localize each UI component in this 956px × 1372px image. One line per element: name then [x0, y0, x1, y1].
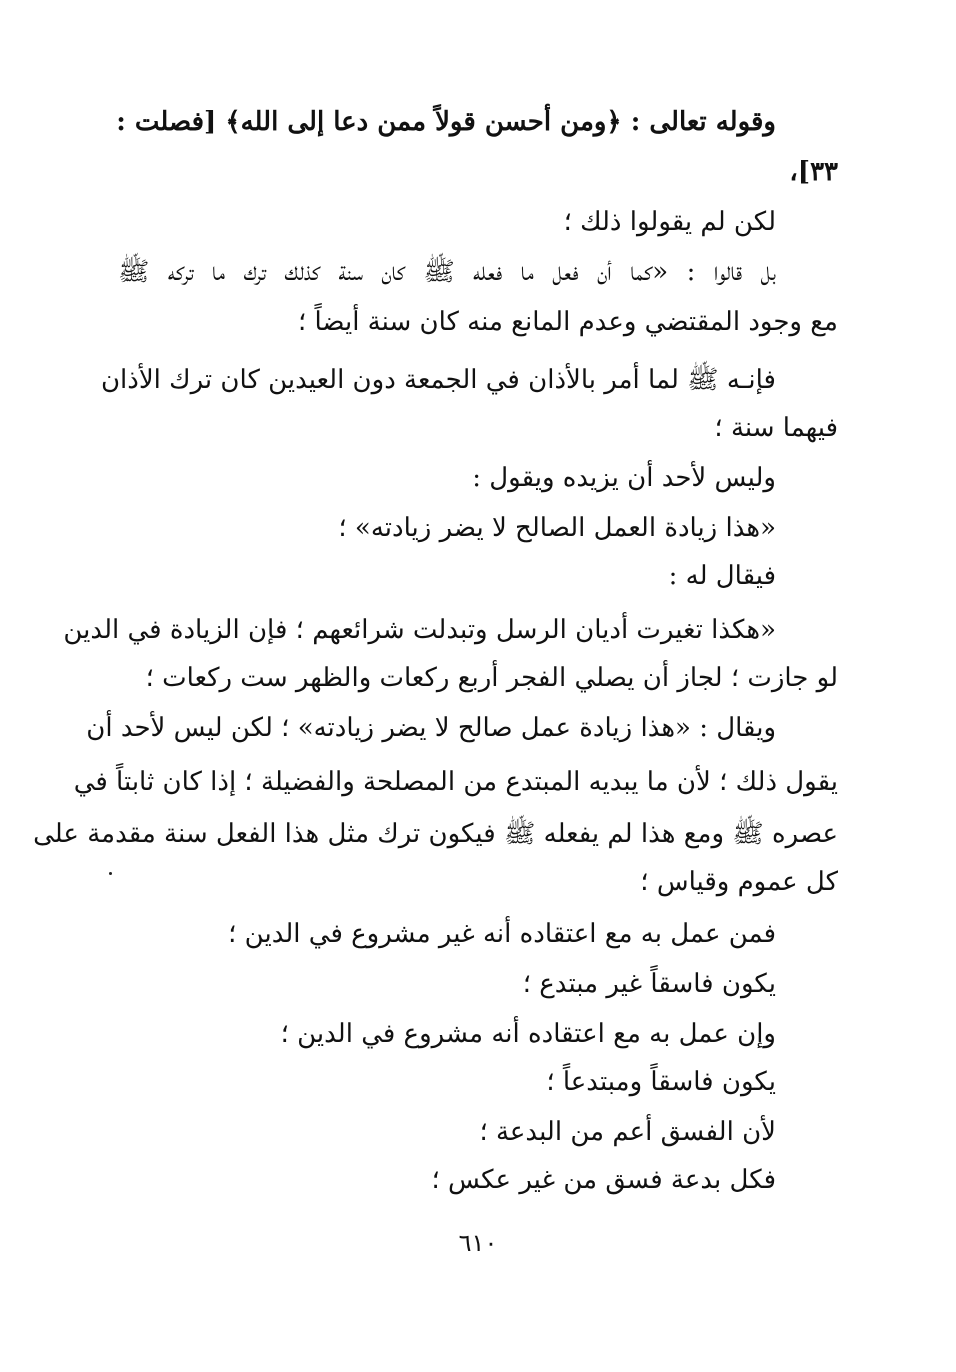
text-line-18: يكون فاسقاً غير مبتدع ؛: [522, 969, 776, 999]
text-line-5: مع وجود المقتضي وعدم المانع منه كان سنة أيضاً ؛: [297, 307, 838, 337]
text-line-6: فإنـه ﷺ لما أمر بالأذان في الجمعة دون العيدين كان ترك الأذان: [100, 365, 776, 395]
text-line-13: ويقال : «هذا زيادة عمل صالح لا يضر زيادته» ؛ لكن ليس لأحد أن: [86, 713, 776, 743]
text-line-7: فيهما سنة ؛: [714, 413, 838, 443]
text-line-3: لكن لم يقولوا ذلك ؛: [563, 207, 776, 237]
text-line-9: «هذا زيادة العمل الصالح لا يضر زيادته» ؛: [338, 513, 776, 543]
text-line-20: يكون فاسقاً ومبتدعاً ؛: [546, 1067, 776, 1097]
text-line-4: بل قالوا : «كما أن فعل ما فعله ﷺ كان سنة كذلك ترك ما تركه ﷺ: [118, 257, 776, 287]
text-line-21: لأن الفسق أعم من البدعة ؛: [479, 1117, 776, 1147]
text-line-8: وليس لأحد أن يزيده ويقول :: [472, 463, 776, 493]
text-line-17: فمن عمل به مع اعتقاده أنه غير مشروع في الدين ؛: [228, 919, 776, 949]
page-number: ٦١٠: [458, 1229, 498, 1257]
text-line-19: وإن عمل به مع اعتقاده أنه مشروع في الدين ؛: [280, 1019, 776, 1049]
text-line-14: يقول ذلك ؛ لأن ما يبديه المبتدع من المصلحة والفضيلة ؛ إذا كان ثابتاً في: [73, 767, 838, 797]
text-line-15: عصره ﷺ ومع هذا لم يفعله ﷺ فيكون ترك مثل هذا الفعل سنة مقدمة على: [33, 819, 838, 849]
text-line-11: «هكذا تغيرت أديان الرسل وتبدلت شرائعهم ؛ فإن الزيادة في الدين: [63, 615, 776, 645]
ink-speck: [109, 872, 112, 875]
text-line-16: كل عموم وقياس ؛: [640, 867, 838, 897]
text-line-2: ٣٣]،: [789, 157, 838, 187]
text-line-10: فيقال له :: [668, 561, 776, 591]
text-line-1: وقوله تعالى : ﴿ومن أحسن قولاً ممن دعا إلى الله﴾ [فصلت :: [116, 107, 776, 137]
text-line-12: لو جازت ؛ لجاز أن يصلي الفجر أربع ركعات والظهر ست ركعات ؛: [145, 663, 838, 693]
text-line-22: فكل بدعة فسق من غير عكس ؛: [431, 1165, 776, 1195]
